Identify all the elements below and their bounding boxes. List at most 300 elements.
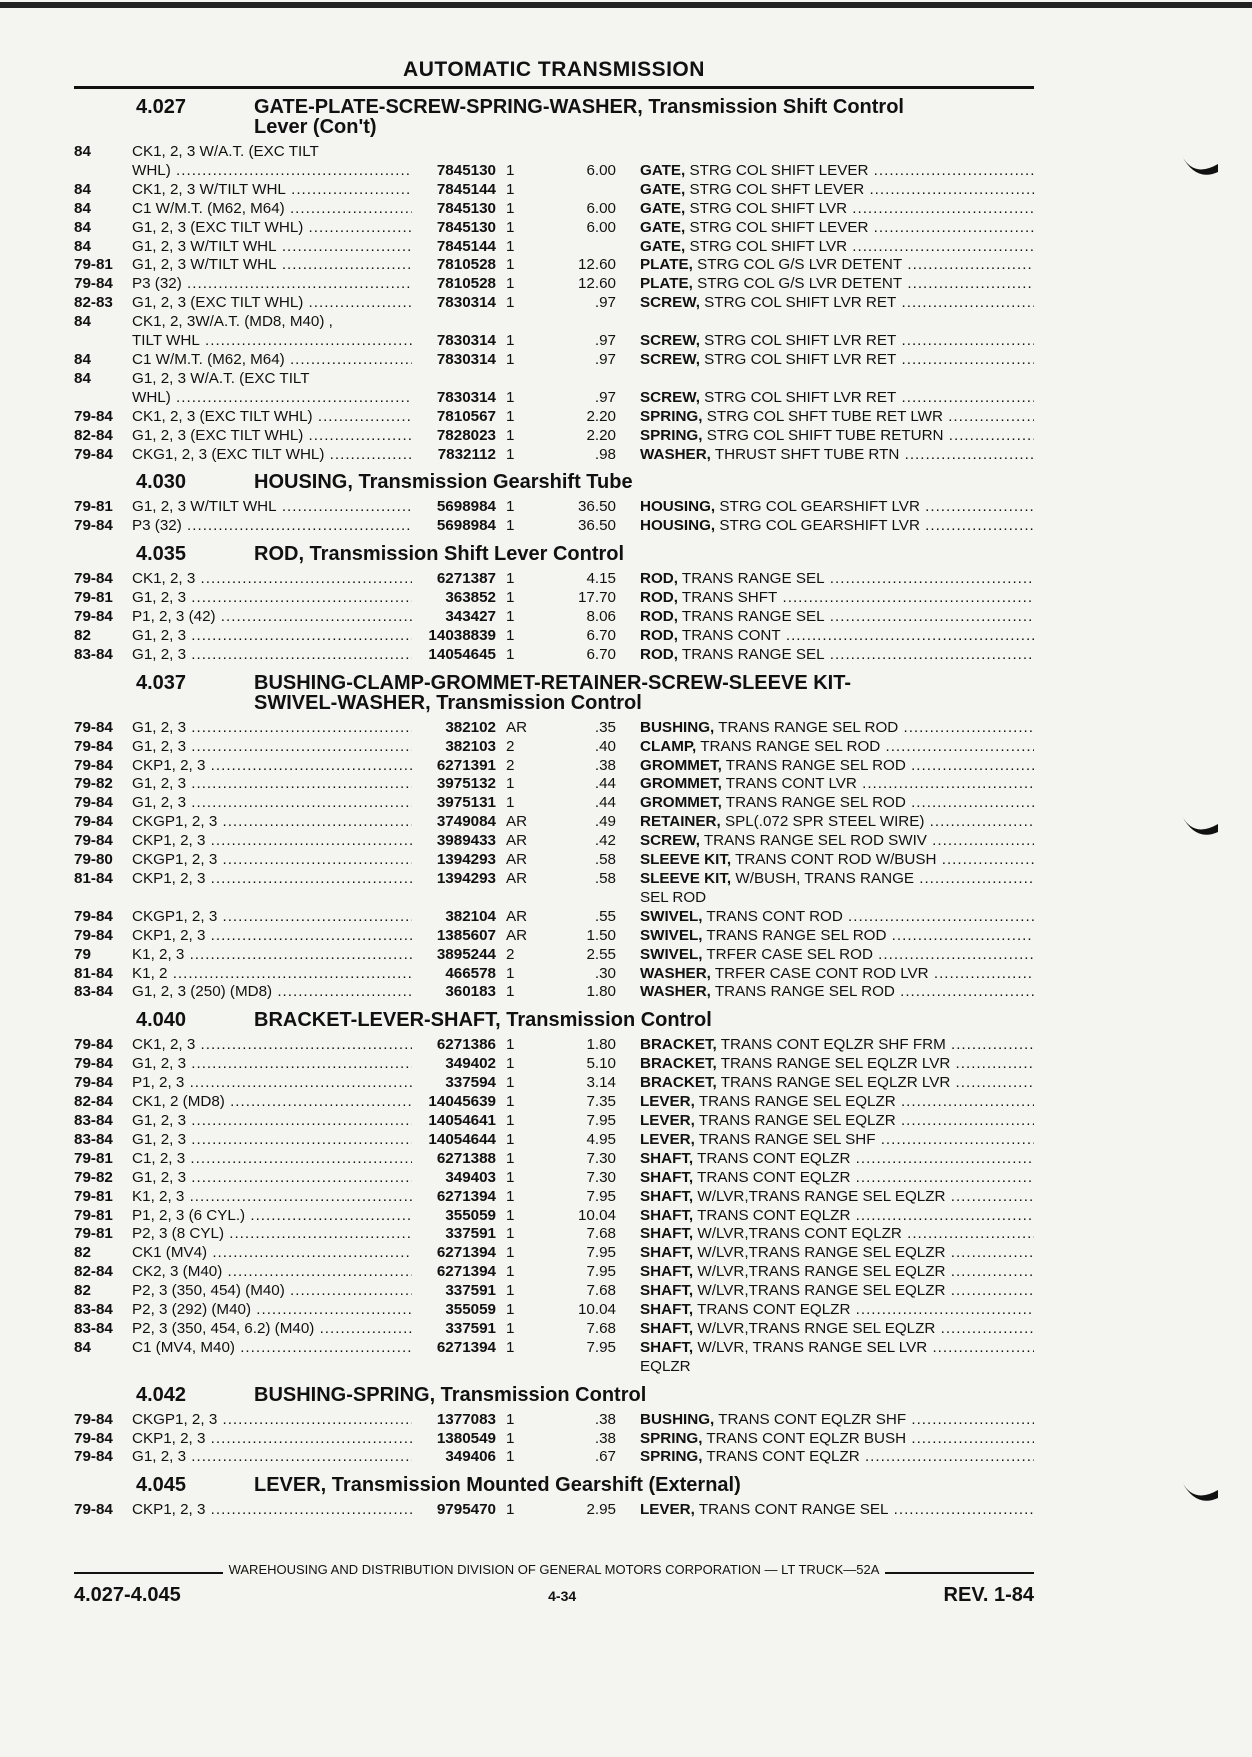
list-price: 7.95: [586, 1187, 616, 1205]
part-number: 7845144: [436, 180, 496, 198]
quantity: 1: [506, 1301, 515, 1319]
description-noun: LEVER,: [640, 1111, 695, 1129]
description-noun: SHAFT,: [640, 1263, 694, 1281]
description: [616, 1055, 1034, 1074]
application-text: CK1, 2, 3 W/TILT WHL: [132, 180, 286, 198]
table-row: [74, 646, 1034, 665]
application-text: C1 W/M.T. (M62, M64): [132, 350, 285, 368]
quantity: 1: [506, 1130, 515, 1148]
model-year: 79-84: [74, 608, 113, 626]
model-year: 83-84: [74, 645, 113, 663]
quantity: 1: [506, 180, 515, 198]
section-number: 4.042: [136, 1383, 187, 1406]
table-row: [74, 1188, 1034, 1207]
application-text: WHL): [132, 161, 171, 179]
description-noun: SPRING,: [640, 1429, 703, 1447]
description-text: EQLZR: [640, 1357, 691, 1375]
description-noun: BUSHING,: [640, 1410, 715, 1428]
list-price: .55: [594, 907, 616, 925]
table-row: [74, 889, 1034, 908]
list-price: 4.95: [586, 1130, 616, 1148]
table-row: [74, 870, 1034, 889]
description: [616, 517, 1034, 536]
list-price: 7.68: [586, 1225, 616, 1243]
description: [616, 1074, 1034, 1093]
model-year: 79-84: [74, 813, 113, 831]
list-price: .38: [594, 1429, 616, 1447]
application-text: CKP1, 2, 3: [132, 832, 206, 850]
part-number: 14054645: [428, 645, 496, 663]
quantity: 1: [506, 407, 515, 425]
description-noun: SHAFT,: [640, 1244, 694, 1262]
description: [616, 889, 1034, 908]
description-noun: SHAFT,: [640, 1338, 694, 1356]
description-noun: SCREW,: [640, 388, 700, 406]
description: [616, 181, 1034, 200]
part-number: 355059: [445, 1206, 496, 1224]
list-price: 6.00: [586, 199, 616, 217]
application-text: G1, 2, 3 W/TILT WHL: [132, 237, 277, 255]
table-row: [74, 498, 1034, 517]
application-text: CK1, 2, 3 W/A.T. (EXC TILT: [132, 143, 319, 160]
description-text: TRFER CASE SEL ROD: [706, 945, 873, 963]
part-number: 337591: [445, 1319, 496, 1337]
list-price: .97: [594, 294, 616, 312]
application: [132, 1225, 412, 1244]
description-noun: LEVER,: [640, 1130, 695, 1148]
application: [132, 794, 412, 813]
quantity: AR: [506, 832, 528, 850]
table-row: [74, 908, 1034, 927]
quantity: 1: [506, 1429, 515, 1447]
quantity: 1: [506, 1225, 515, 1243]
part-number: 14054641: [428, 1111, 496, 1129]
section-title: [254, 1475, 1034, 1495]
description: [616, 965, 1034, 984]
description-noun: SWIVEL,: [640, 907, 703, 925]
description-text: TRANS RANGE SEL EQLZR LVR: [720, 1055, 951, 1073]
application: [132, 946, 412, 965]
section-title: [254, 97, 1034, 137]
model-year: 79-81: [74, 589, 113, 607]
application-text: K1, 2, 3: [132, 945, 185, 963]
model-year: 79-84: [74, 737, 113, 755]
application-text: G1, 2, 3 (EXC TILT WHL): [132, 426, 304, 444]
table-row: [74, 1244, 1034, 1263]
application: [132, 813, 412, 832]
application: [132, 200, 412, 219]
description-text: TRANS RANGE SEL ROD: [706, 926, 887, 944]
table-row: [74, 775, 1034, 794]
section-heading: [74, 673, 1034, 713]
description: [616, 589, 1034, 608]
list-price: .44: [594, 794, 616, 812]
application-text: G1, 2, 3: [132, 1055, 187, 1073]
quantity: 1: [506, 1244, 515, 1262]
list-price: .38: [594, 1410, 616, 1428]
description: [616, 870, 1034, 889]
description-noun: GATE,: [640, 218, 686, 236]
application-text: G1, 2, 3 W/TILT WHL: [132, 256, 277, 274]
description: [616, 1282, 1034, 1301]
table-row: [74, 446, 1034, 465]
application: [132, 408, 412, 427]
model-year: 79-84: [74, 407, 113, 425]
model-year: 83-84: [74, 1111, 113, 1129]
model-year: 79-84: [74, 1448, 113, 1466]
table-row: [74, 1411, 1034, 1430]
quantity: AR: [506, 718, 528, 736]
model-year: 79-81: [74, 1187, 113, 1205]
application-text: CK1, 2, 3 (EXC TILT WHL): [132, 407, 313, 425]
part-number: 7830314: [436, 350, 496, 368]
quantity: AR: [506, 907, 528, 925]
application: [132, 1430, 412, 1449]
application-text: P2, 3 (350, 454) (M40): [132, 1282, 285, 1300]
description-noun: PLATE,: [640, 256, 693, 274]
description: [616, 757, 1034, 776]
description-text: TRANS RANGE SEL EQLZR: [698, 1111, 896, 1129]
description: [616, 498, 1034, 517]
description-noun: SHAFT,: [640, 1149, 694, 1167]
part-number: 382103: [445, 737, 496, 755]
description-noun: SPRING,: [640, 407, 703, 425]
description-text: TRFER CASE CONT ROD LVR: [714, 964, 929, 982]
description-noun: SHAFT,: [640, 1282, 694, 1300]
description-noun: GATE,: [640, 199, 686, 217]
description-noun: SWIVEL,: [640, 926, 703, 944]
description-text: STRG COL SHIFT LVR RET: [704, 350, 897, 368]
application-text: CKGP1, 2, 3: [132, 907, 218, 925]
quantity: 1: [506, 589, 515, 607]
application-text: G1, 2, 3 (EXC TILT WHL): [132, 218, 304, 236]
quantity: 1: [506, 218, 515, 236]
description: [616, 927, 1034, 946]
part-number: 9795470: [436, 1501, 496, 1519]
list-price: 2.95: [586, 1501, 616, 1519]
description: [616, 1112, 1034, 1131]
list-price: 1.80: [586, 1036, 616, 1054]
part-number: 7810528: [436, 256, 496, 274]
application-text: CKP1, 2, 3: [132, 1501, 206, 1519]
list-price: .35: [594, 718, 616, 736]
list-price: 2.20: [586, 426, 616, 444]
quantity: 2: [506, 737, 515, 755]
application: [132, 738, 412, 757]
section-title-line: HOUSING, Transmission Gearshift Tube: [254, 471, 633, 494]
part-number: 337591: [445, 1282, 496, 1300]
application: [132, 1150, 412, 1169]
part-number: 6271391: [436, 756, 496, 774]
list-price: 7.95: [586, 1111, 616, 1129]
model-year: 84: [74, 350, 91, 368]
application: [132, 757, 412, 776]
quantity: 1: [506, 1055, 515, 1073]
section-heading: [74, 97, 1034, 137]
model-year: 84: [74, 1338, 91, 1356]
part-number: 337591: [445, 1225, 496, 1243]
binder-clip-icon: [1180, 812, 1220, 838]
application-text: G1, 2, 3 W/TILT WHL: [132, 498, 277, 516]
description: [616, 427, 1034, 446]
description-noun: GROMMET,: [640, 756, 722, 774]
table-row: [74, 1501, 1034, 1520]
description-noun: GATE,: [640, 161, 686, 179]
list-price: 5.10: [586, 1055, 616, 1073]
application-text: CK1, 2, 3W/A.T. (MD8, M40) ,: [132, 313, 333, 331]
application-text: C1, 2, 3: [132, 1149, 186, 1167]
description: [616, 238, 1034, 257]
application: [132, 570, 412, 589]
description: [616, 570, 1034, 589]
description: [616, 1150, 1034, 1169]
section-title: [254, 472, 1034, 492]
list-price: 6.70: [586, 645, 616, 663]
application-text: CKG1, 2, 3 (EXC TILT WHL): [132, 445, 325, 463]
part-number: 349406: [445, 1448, 496, 1466]
description-text: TRANS CONT: [681, 626, 781, 644]
table-row: [74, 1225, 1034, 1244]
list-price: .98: [594, 445, 616, 463]
table-row: [74, 1150, 1034, 1169]
quantity: 1: [506, 608, 515, 626]
description: [616, 1301, 1034, 1320]
table-row: [74, 1320, 1034, 1339]
description-text: STRG COL SHIFT LEVER: [689, 218, 869, 236]
application-text: P3 (32): [132, 275, 182, 293]
application: [132, 1320, 412, 1339]
footer-rule-right: [885, 1572, 1034, 1574]
quantity: AR: [506, 813, 528, 831]
description-text: TRANS RANGE SEL ROD: [725, 756, 906, 774]
list-price: 6.70: [586, 626, 616, 644]
footer-division-line: [74, 1562, 1034, 1577]
application: [132, 238, 412, 257]
quantity: 1: [506, 964, 515, 982]
list-price: 36.50: [577, 517, 616, 535]
application: [132, 832, 412, 851]
quantity: 1: [506, 1448, 515, 1466]
application-text: CKP1, 2, 3: [132, 1429, 206, 1447]
part-number: 7830314: [436, 388, 496, 406]
section-heading: [74, 1385, 1034, 1405]
table-row: [74, 408, 1034, 427]
description-text: STRG COL SHFT LEVER: [689, 180, 865, 198]
description-noun: SPRING,: [640, 426, 703, 444]
catalog-section: [74, 1385, 1034, 1468]
application: [132, 1244, 412, 1263]
description-text: STRG COL G/S LVR DETENT: [697, 275, 903, 293]
quantity: 1: [506, 161, 515, 179]
description-noun: RETAINER,: [640, 813, 721, 831]
table-row: [74, 200, 1034, 219]
description-text: TRANS CONT EQLZR: [706, 1448, 860, 1466]
list-price: .42: [594, 832, 616, 850]
quantity: 1: [506, 1074, 515, 1092]
quantity: 1: [506, 1263, 515, 1281]
table-row: [74, 851, 1034, 870]
description-noun: WASHER,: [640, 983, 711, 1001]
description-text: STRG COL SHFT TUBE RET LWR: [706, 407, 943, 425]
table-row: [74, 1448, 1034, 1467]
list-price: .49: [594, 813, 616, 831]
application-text: CK1, 2, 3: [132, 570, 196, 588]
description: [616, 1169, 1034, 1188]
part-number: 7845130: [436, 218, 496, 236]
application: [132, 446, 412, 465]
part-number: 7832112: [437, 445, 496, 463]
part-number: 363852: [445, 589, 496, 607]
description-text: TRANS RANGE SEL ROD: [700, 737, 881, 755]
description-text: TRANS RANGE SEL: [681, 645, 825, 663]
model-year: 79-81: [74, 1225, 113, 1243]
application: [132, 162, 412, 181]
table-row: [74, 608, 1034, 627]
application-text: C1 (MV4, M40): [132, 1338, 235, 1356]
application: [132, 275, 412, 294]
description-text: TRANS SHFT: [681, 589, 778, 607]
section-heading: [74, 1475, 1034, 1495]
model-year: 83-84: [74, 1319, 113, 1337]
description-text: SEL ROD: [640, 888, 707, 906]
description-noun: ROD,: [640, 645, 678, 663]
footer-rule-left: [74, 1572, 223, 1574]
description: [616, 908, 1034, 927]
quantity: 1: [506, 1282, 515, 1300]
list-price: .58: [594, 870, 616, 887]
description: [616, 1501, 1034, 1520]
application-text: P2, 3 (350, 454, 6.2) (M40): [132, 1319, 315, 1337]
application: [132, 1448, 412, 1467]
table-row: [74, 1036, 1034, 1055]
application-text: CKP1, 2, 3: [132, 926, 206, 944]
part-number: 343427: [445, 608, 496, 626]
application: [132, 427, 412, 446]
application: [132, 908, 412, 927]
application: [132, 1112, 412, 1131]
section-title-line: BRACKET-LEVER-SHAFT, Transmission Control: [254, 1009, 712, 1032]
application: [132, 1282, 412, 1301]
part-number: 7810567: [436, 407, 496, 425]
description: [616, 162, 1034, 181]
application: [132, 181, 412, 200]
description-text: TRANS CONT LVR: [725, 775, 857, 793]
description-text: W/LVR,TRANS RANGE SEL EQLZR: [697, 1244, 946, 1262]
description-noun: BUSHING,: [640, 718, 715, 736]
model-year: 79-84: [74, 832, 113, 850]
section-number: 4.045: [136, 1474, 187, 1497]
part-number: 7828023: [436, 426, 496, 444]
catalog-section: [74, 1475, 1034, 1520]
application-text: CK1 (MV4): [132, 1244, 208, 1262]
binder-clip-icon: [1180, 152, 1220, 178]
quantity: 1: [506, 388, 515, 406]
application: [132, 1169, 412, 1188]
application: [132, 498, 412, 517]
application: [132, 1036, 412, 1055]
quantity: 1: [506, 294, 515, 312]
model-year: 81-84: [74, 870, 113, 887]
description-noun: LEVER,: [640, 1501, 695, 1519]
part-number: 355059: [445, 1301, 496, 1319]
description-noun: SHAFT,: [640, 1206, 694, 1224]
application-text: CKP1, 2, 3: [132, 870, 206, 887]
list-price: 4.15: [586, 570, 616, 588]
application: [132, 313, 412, 332]
table-row: [74, 275, 1034, 294]
table-row: [74, 370, 1034, 389]
section-heading: [74, 1010, 1034, 1030]
description: [616, 332, 1034, 351]
table-row: [74, 813, 1034, 832]
list-price: 6.00: [586, 218, 616, 236]
model-year: 79-84: [74, 718, 113, 736]
description-text: W/LVR,TRANS RANGE SEL EQLZR: [697, 1263, 946, 1281]
quantity: 2: [506, 945, 515, 963]
description: [616, 294, 1034, 313]
model-year: 79-81: [74, 498, 113, 516]
table-row: [74, 1093, 1034, 1112]
application: [132, 965, 412, 984]
catalog-section: [74, 544, 1034, 665]
description-text: TRANS RANGE SEL ROD SWIV: [703, 832, 927, 850]
application-text: G1, 2, 3: [132, 775, 187, 793]
part-number: 1385607: [436, 926, 496, 944]
section-number: 4.040: [136, 1009, 187, 1032]
part-number: 3749084: [436, 813, 496, 831]
list-price: 10.04: [577, 1206, 616, 1224]
description-noun: SCREW,: [640, 350, 700, 368]
application: [132, 927, 412, 946]
quantity: 1: [506, 1319, 515, 1337]
page-title: AUTOMATIC TRANSMISSION: [74, 58, 1034, 89]
description-text: TRANS CONT EQLZR: [697, 1206, 851, 1224]
quantity: 1: [506, 237, 515, 255]
quantity: AR: [506, 870, 528, 887]
application: [132, 775, 412, 794]
description-text: W/LVR,TRANS RNGE SEL EQLZR: [697, 1319, 936, 1337]
list-price: .58: [594, 851, 616, 869]
description-noun: HOUSING,: [640, 517, 716, 535]
part-number: 14054644: [428, 1130, 496, 1148]
table-row: [74, 946, 1034, 965]
list-price: 7.68: [586, 1282, 616, 1300]
table-row: [74, 1074, 1034, 1093]
part-number: 7830314: [436, 294, 496, 312]
model-year: 84: [74, 180, 91, 198]
model-year: 82-84: [74, 426, 113, 444]
description: [616, 351, 1034, 370]
application-text: G1, 2, 3: [132, 1448, 187, 1466]
catalog-section: [74, 472, 1034, 536]
description: [616, 1207, 1034, 1226]
section-number: 4.030: [136, 471, 187, 494]
application-text: G1, 2, 3: [132, 794, 187, 812]
description: [616, 946, 1034, 965]
table-row: [74, 1263, 1034, 1282]
list-price: 7.30: [586, 1168, 616, 1186]
table-row: [74, 256, 1034, 275]
table-row: [74, 351, 1034, 370]
quantity: 1: [506, 1093, 515, 1111]
application: [132, 219, 412, 238]
list-price: 2.20: [586, 407, 616, 425]
section-number: 4.037: [136, 671, 187, 694]
description-noun: SWIVEL,: [640, 945, 703, 963]
list-price: 1.80: [586, 983, 616, 1001]
description: [616, 775, 1034, 794]
table-row: [74, 1358, 1034, 1377]
